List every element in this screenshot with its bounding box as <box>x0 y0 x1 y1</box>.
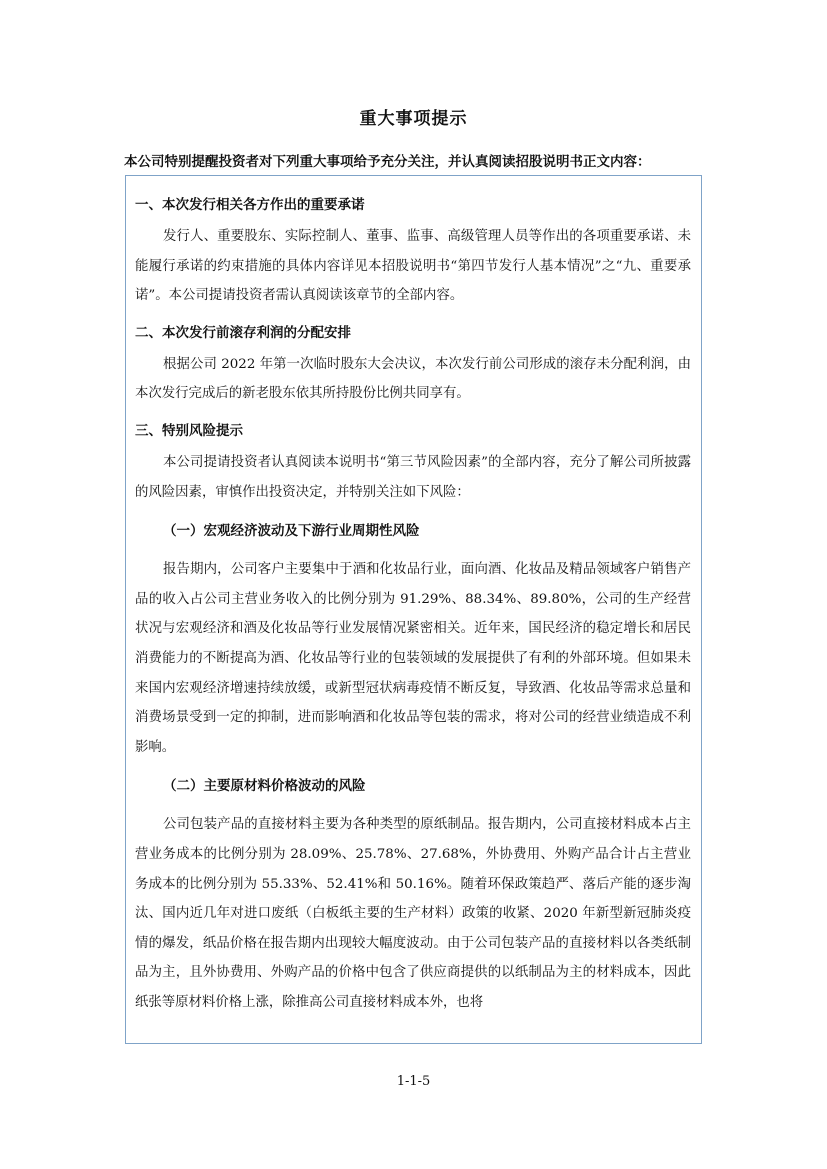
notice-box <box>125 175 702 1044</box>
subsection-paragraph-material-risk: 公司包装产品的直接材料主要为各种类型的原纸制品。报告期内，公司直接材料成本占主营业务成本的比例分别为 28.09%、25.78%、27.68%，外协费用、外购产品合计占主营业务成本的比例分别为 55.33%、52.41%和 50.16%。随着环保政策趋严、落后产能的逐步淘汰、国内近几年对进口废纸（白板纸主要的生产材料）政策的收紧、2020 年新型新冠肺炎疫情的爆发，纸品价格在报告期内出现较大幅度波动。由于公司包装产品的直接材料以各类纸制品为主，且外协费用、外购产品的价格中包含了供应商提供的以纸制品为主的材料成本，因此纸张等原材料价格上涨，除推高公司直接材料成本外，也将 <box>135 817 691 1010</box>
subsection-heading-macro-risk: （一）宏观经济波动及下游行业周期性风险 <box>163 523 420 540</box>
section-heading-profit-distribution: 二、本次发行前滚存利润的分配安排 <box>135 324 351 341</box>
section-heading-commitments: 一、本次发行相关各方作出的重要承诺 <box>135 197 365 213</box>
subsection-heading-material-risk: （二）主要原材料价格波动的风险 <box>163 778 366 795</box>
subsection-paragraph-macro-risk: 报告期内，公司客户主要集中于酒和化妆品行业，面向酒、化妆品及精品领域客户销售产品的收入占公司主营业务收入的比例分别为 91.29%、88.34%、89.80%，公司的生产经营状况与宏观经济和酒及化妆品等行业发展情况紧密相关。近年来，国民经济的稳定增长和居民消费能力的不断提高为酒、化妆品等行业的包装领域的发展提供了有利的外部环境。但如果未来国内宏观经济增速持续放缓，或新型冠状病毒疫情不断反复，导致酒、化妆品等需求总量和消费场景受到一定的抑制，进而影响酒和化妆品等包装的需求，将对公司的经营业绩造成不利影响。 <box>135 562 691 755</box>
intro-statement: 本公司特别提醒投资者对下列重大事项给予充分关注，并认真阅读招股说明书正文内容： <box>124 154 651 170</box>
section-paragraph-profit-distribution: 根据公司 2022 年第一次临时股东大会决议，本次发行前公司形成的滚存未分配利润，由本次发行完成后的新老股东依其所持股份比例共同享有。 <box>135 356 691 402</box>
page-title: 重大事项提示 <box>359 109 468 129</box>
section-heading-risk: 三、特别风险提示 <box>135 422 243 439</box>
section-paragraph-risk: 本公司提请投资者认真阅读本说明书“第三节风险因素”的全部内容，充分了解公司所披露的风险因素，审慎作出投资决定，并特别关注如下风险： <box>135 454 691 500</box>
page-number: 1-1-5 <box>396 1074 431 1089</box>
section-paragraph-commitments: 发行人、重要股东、实际控制人、董事、监事、高级管理人员等作出的各项重要承诺、未能履行承诺的约束措施的具体内容详见本招股说明书“第四节发行人基本情况”之“九、重要承诺”。本公司提请投资者需认真阅读该章节的全部内容。 <box>135 229 691 304</box>
